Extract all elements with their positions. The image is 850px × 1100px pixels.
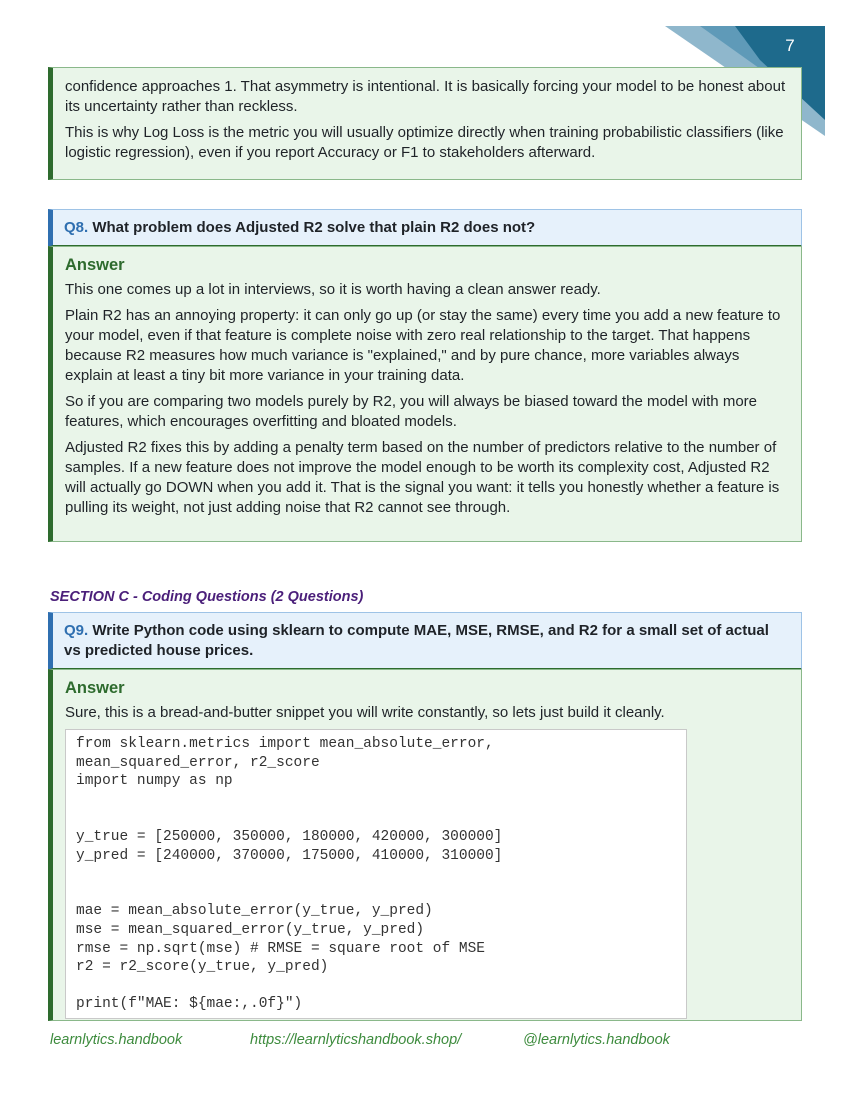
footer-url-link[interactable]: https://learnlyticshandbook.shop/ (250, 1032, 462, 1048)
answer-paragraph: Adjusted R2 fixes this by adding a penalty term based on the number of predictors relative to the number of samples. If a new feature does not improve the model enough to be worth its complexity cost, Adjusted R2 will actually go DOWN when you add it. That is the signal you want: it tells you honestly whether a feature is pulling its weight, not just adding noise that R2 cannot see through. (65, 439, 780, 516)
answer-paragraph: confidence approaches 1. That asymmetry is intentional. It is basically forcing your model to be honest about its uncertainty rather than reckless. (65, 78, 786, 115)
code-line: y_true = [250000, 350000, 180000, 420000, 300000] (76, 828, 503, 845)
answer-paragraph: So if you are comparing two models purely by R2, you will always be biased toward the model with more features, which encourages overfitting and bloated models. (65, 393, 757, 430)
code-line: rmse = np.sqrt(mse) # RMSE = square root of MSE (76, 940, 485, 957)
answer-paragraph: This is why Log Loss is the metric you will usually optimize directly when training probabilistic classifiers (like logistic regression), even if you report Accuracy or F1 to stakeholders afterward. (65, 124, 784, 161)
footer-handle-right[interactable]: @learnlytics.handbook (523, 1032, 670, 1048)
section-heading: SECTION C - Coding Questions (2 Questions) (50, 589, 364, 605)
footer-handle-left[interactable]: learnlytics.handbook (50, 1032, 183, 1048)
answer-paragraph: Plain R2 has an annoying property: it can only go up (or stay the same) every time you add a new feature to your model, even if that feature is complete noise with zero real relationship to the target. That happens because R2 measures how much variance is "explained," and by pure chance, more variables always explain at least a tiny bit more variance in your training data. (65, 307, 781, 384)
code-line (76, 865, 676, 884)
page-number: 7 (785, 36, 795, 55)
code-line: print(f"MAE: ${mae:,.0f}") (76, 996, 303, 1013)
answer-title: Answer (65, 256, 125, 274)
answer-paragraph: This one comes up a lot in interviews, so it is worth having a clean answer ready. (65, 281, 601, 298)
code-line (76, 884, 676, 903)
code-line: mae = mean_absolute_error(y_true, y_pred) (76, 903, 433, 920)
code-line: y_pred = [240000, 370000, 175000, 410000, 310000] (76, 847, 503, 864)
code-line: mse = mean_squared_error(y_true, y_pred) (76, 921, 425, 938)
code-line (76, 977, 676, 996)
code-line (76, 791, 676, 810)
code-line: from sklearn.metrics import mean_absolute_error, (76, 736, 494, 752)
answer-q8 (48, 246, 802, 542)
code-line (76, 809, 676, 828)
question-number: Q9. (64, 622, 89, 639)
code-line: import numpy as np (76, 773, 233, 790)
question-text: Write Python code using sklearn to compute MAE, MSE, RMSE, and R2 for a small set of actual vs predicted house prices. (64, 622, 769, 659)
question-text: What problem does Adjusted R2 solve that plain R2 does not? (92, 219, 536, 236)
answer-title: Answer (65, 679, 125, 697)
question-q9 (48, 612, 802, 670)
answer-q9 (48, 669, 802, 1021)
code-block (65, 729, 687, 1019)
question-number: Q8. (64, 219, 89, 236)
code-line: r2 = r2_score(y_true, y_pred) (76, 959, 329, 976)
code-line: mean_squared_error, r2_score (76, 754, 320, 771)
continued-answer-box (48, 67, 802, 180)
answer-intro: Sure, this is a bread-and-butter snippet you will write constantly, so lets just build it cleanly. (65, 704, 665, 721)
question-q8 (48, 209, 802, 247)
